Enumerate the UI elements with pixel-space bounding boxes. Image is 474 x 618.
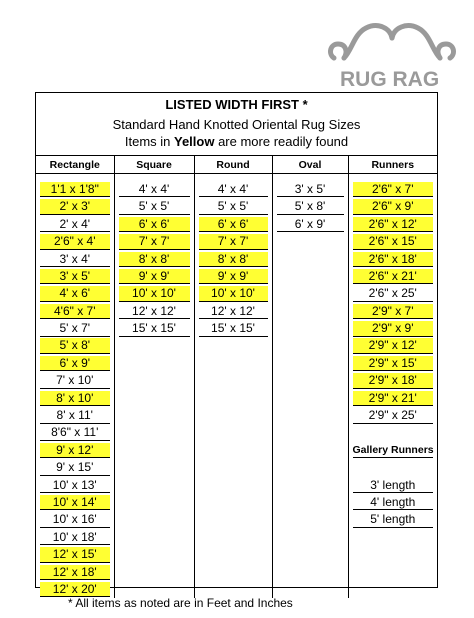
table-row <box>36 494 437 511</box>
cell-runners <box>348 390 437 407</box>
cell-rectangle <box>36 442 114 459</box>
table-row <box>36 303 437 320</box>
table-row <box>36 424 437 441</box>
size-table <box>36 155 437 598</box>
size-value: 10' x 10' <box>119 286 190 302</box>
cell-oval <box>272 216 348 233</box>
cell-square <box>114 564 194 581</box>
cell-square <box>114 251 194 268</box>
cell-rectangle <box>36 390 114 407</box>
cell-square <box>114 198 194 215</box>
cell-oval <box>272 268 348 285</box>
table-row <box>36 181 437 198</box>
cell-square <box>114 424 194 441</box>
cell-runners <box>348 442 437 459</box>
size-value: 2'6" x 9' <box>353 199 434 215</box>
size-value: 15' x 15' <box>119 321 190 337</box>
cell-rectangle <box>36 477 114 494</box>
cell-round <box>194 216 272 233</box>
col-header-square: Square <box>114 156 194 174</box>
cell-round <box>194 564 272 581</box>
cell-runners <box>348 477 437 494</box>
size-value: 3' length <box>353 478 434 494</box>
note-after: are more readily found <box>214 134 349 149</box>
size-value: 5' x 8' <box>277 199 344 215</box>
cell-round <box>194 355 272 372</box>
size-value: 4' x 6' <box>40 286 110 302</box>
cell-runners <box>348 372 437 389</box>
size-value: 4' x 4' <box>199 182 268 198</box>
cell-square <box>114 546 194 563</box>
size-value: 2'9" x 7' <box>353 304 434 320</box>
cell-rectangle <box>36 181 114 198</box>
size-value: 10' x 18' <box>40 530 110 546</box>
cell-square <box>114 477 194 494</box>
size-value: 8' x 8' <box>119 252 190 268</box>
cell-oval <box>272 442 348 459</box>
size-value: 2'9" x 15' <box>353 356 434 372</box>
size-value: 7' x 7' <box>119 234 190 250</box>
cell-square <box>114 511 194 528</box>
cell-round <box>194 442 272 459</box>
cell-oval <box>272 390 348 407</box>
cell-square <box>114 320 194 337</box>
cell-oval <box>272 511 348 528</box>
size-value: 2'6" x 25' <box>353 286 434 302</box>
size-value: 10' x 13' <box>40 478 110 494</box>
cell-square <box>114 355 194 372</box>
cell-square <box>114 390 194 407</box>
cell-runners <box>348 181 437 198</box>
cell-rectangle <box>36 338 114 355</box>
table-row <box>36 477 437 494</box>
size-value: 5' x 8' <box>40 338 110 354</box>
cell-round <box>194 268 272 285</box>
cell-square <box>114 233 194 250</box>
cell-runners <box>348 459 437 476</box>
cell-rectangle <box>36 251 114 268</box>
size-value: 2'6" x 4' <box>40 234 110 250</box>
cell-oval <box>272 459 348 476</box>
size-value: 6' x 9' <box>40 356 110 372</box>
size-value: 2'9" x 9' <box>353 321 434 337</box>
size-value: 12' x 18' <box>40 565 110 581</box>
cell-oval <box>272 529 348 546</box>
size-value: 9' x 15' <box>40 460 110 476</box>
cell-oval <box>272 303 348 320</box>
table-row <box>36 407 437 424</box>
cell-rectangle <box>36 459 114 476</box>
cell-square <box>114 459 194 476</box>
table-row <box>36 546 437 563</box>
cell-round <box>194 198 272 215</box>
cell-round <box>194 390 272 407</box>
table-row <box>36 529 437 546</box>
size-value: 2'6" x 12' <box>353 217 434 233</box>
cell-square <box>114 285 194 302</box>
size-value: 2'9" x 25' <box>353 408 434 424</box>
size-value: 12' x 15' <box>40 547 110 563</box>
cell-oval <box>272 407 348 424</box>
cell-square <box>114 216 194 233</box>
section-label: Gallery Runners <box>353 443 434 459</box>
size-value: 7' x 10' <box>40 373 110 389</box>
table-row <box>36 320 437 337</box>
cell-square <box>114 268 194 285</box>
size-value: 2' x 3' <box>40 199 110 215</box>
note-highlight: Yellow <box>173 134 215 149</box>
size-value: 1'1 x 1'8" <box>40 182 110 198</box>
cell-runners <box>348 320 437 337</box>
chart-subtitle: Standard Hand Knotted Oriental Rug Sizes <box>112 117 361 132</box>
size-value: 10' x 16' <box>40 512 110 528</box>
table-row <box>36 268 437 285</box>
cell-square <box>114 442 194 459</box>
table-row <box>36 390 437 407</box>
chart-note <box>36 134 437 149</box>
chart-title: LISTED WIDTH FIRST * <box>165 97 308 112</box>
size-value: 6' x 9' <box>277 217 344 233</box>
col-header-oval: Oval <box>272 156 348 174</box>
size-value: 4' x 4' <box>119 182 190 198</box>
cell-round <box>194 251 272 268</box>
size-value: 10' x 14' <box>40 495 110 511</box>
size-value: 2' x 4' <box>40 217 110 233</box>
cell-oval <box>272 338 348 355</box>
table-row <box>36 564 437 581</box>
table-row <box>36 216 437 233</box>
cell-round <box>194 424 272 441</box>
size-value: 15' x 15' <box>199 321 268 337</box>
cell-rectangle <box>36 372 114 389</box>
size-value: 5' x 5' <box>199 199 268 215</box>
cell-rectangle <box>36 494 114 511</box>
cell-runners <box>348 268 437 285</box>
cell-square <box>114 529 194 546</box>
cell-square <box>114 372 194 389</box>
size-value: 8'6" x 11' <box>40 425 110 441</box>
size-value: 2'6" x 7' <box>353 182 434 198</box>
cell-oval <box>272 320 348 337</box>
cell-round <box>194 233 272 250</box>
rug-fringe-logo-icon <box>326 20 456 70</box>
cell-oval <box>272 233 348 250</box>
cell-square <box>114 494 194 511</box>
cell-square <box>114 338 194 355</box>
size-value: 6' x 6' <box>119 217 190 233</box>
table-row <box>36 198 437 215</box>
cell-rectangle <box>36 424 114 441</box>
rug-rag-logo <box>326 20 456 90</box>
size-value: 12' x 20' <box>40 582 110 598</box>
cell-oval <box>272 424 348 441</box>
cell-square <box>114 303 194 320</box>
cell-round <box>194 459 272 476</box>
cell-runners <box>348 233 437 250</box>
cell-round <box>194 372 272 389</box>
cell-round <box>194 338 272 355</box>
cell-round <box>194 494 272 511</box>
size-value: 2'9" x 18' <box>353 373 434 389</box>
cell-runners <box>348 355 437 372</box>
cell-runners <box>348 511 437 528</box>
cell-runners <box>348 494 437 511</box>
cell-round <box>194 546 272 563</box>
size-value: 2'9" x 12' <box>353 338 434 354</box>
size-value: 12' x 12' <box>199 304 268 320</box>
cell-round <box>194 407 272 424</box>
note-before: Items in <box>124 134 174 149</box>
size-value: 2'6" x 18' <box>353 252 434 268</box>
cell-runners <box>348 216 437 233</box>
col-header-round: Round <box>194 156 272 174</box>
cell-round <box>194 303 272 320</box>
table-row <box>36 251 437 268</box>
size-value: 5' length <box>353 512 434 528</box>
cell-rectangle <box>36 564 114 581</box>
cell-runners <box>348 198 437 215</box>
size-value: 9' x 9' <box>119 269 190 285</box>
cell-round <box>194 320 272 337</box>
cell-rectangle <box>36 529 114 546</box>
size-value: 2'6" x 21' <box>353 269 434 285</box>
size-value: 8' x 8' <box>199 252 268 268</box>
cell-round <box>194 511 272 528</box>
cell-runners <box>348 338 437 355</box>
size-value: 3' x 4' <box>40 252 110 268</box>
size-value: 3' x 5' <box>40 269 110 285</box>
header-row <box>36 156 437 174</box>
cell-rectangle <box>36 268 114 285</box>
cell-runners <box>348 424 437 441</box>
size-value: 4' length <box>353 495 434 511</box>
cell-oval <box>272 355 348 372</box>
chart-header <box>36 93 437 155</box>
cell-rectangle <box>36 320 114 337</box>
cell-rectangle <box>36 233 114 250</box>
cell-runners <box>348 564 437 581</box>
cell-rectangle <box>36 303 114 320</box>
cell-rectangle <box>36 355 114 372</box>
cell-square <box>114 181 194 198</box>
table-row <box>36 355 437 372</box>
size-value: 7' x 7' <box>199 234 268 250</box>
cell-rectangle <box>36 511 114 528</box>
cell-round <box>194 529 272 546</box>
size-value: 2'6" x 15' <box>353 234 434 250</box>
table-row <box>36 511 437 528</box>
size-value: 2'9" x 21' <box>353 391 434 407</box>
size-value: 12' x 12' <box>119 304 190 320</box>
size-value: 3' x 5' <box>277 182 344 198</box>
cell-runners <box>348 285 437 302</box>
size-value: 9' x 12' <box>40 443 110 459</box>
cell-oval <box>272 546 348 563</box>
cell-runners <box>348 529 437 546</box>
size-value: 9' x 9' <box>199 269 268 285</box>
cell-rectangle <box>36 407 114 424</box>
cell-oval <box>272 494 348 511</box>
cell-oval <box>272 564 348 581</box>
cell-oval <box>272 181 348 198</box>
cell-runners <box>348 303 437 320</box>
cell-oval <box>272 198 348 215</box>
table-row <box>36 338 437 355</box>
cell-oval <box>272 251 348 268</box>
table-row <box>36 442 437 459</box>
cell-runners <box>348 407 437 424</box>
size-value: 10' x 10' <box>199 286 268 302</box>
cell-round <box>194 285 272 302</box>
table-row <box>36 285 437 302</box>
spacer-row <box>36 174 437 182</box>
cell-oval <box>272 372 348 389</box>
logo-text: RUG RAG <box>340 68 440 91</box>
cell-runners <box>348 581 437 598</box>
size-value: 5' x 5' <box>119 199 190 215</box>
size-value: 4'6" x 7' <box>40 304 110 320</box>
cell-square <box>114 407 194 424</box>
cell-rectangle <box>36 198 114 215</box>
size-value: 6' x 6' <box>199 217 268 233</box>
col-header-rectangle: Rectangle <box>36 156 114 174</box>
cell-rectangle <box>36 285 114 302</box>
cell-oval <box>272 285 348 302</box>
col-header-runners: Runners <box>348 156 437 174</box>
rug-size-chart <box>35 92 438 596</box>
cell-runners <box>348 251 437 268</box>
table-row <box>36 459 437 476</box>
size-value: 8' x 11' <box>40 408 110 424</box>
cell-round <box>194 181 272 198</box>
cell-rectangle <box>36 546 114 563</box>
footnote: * All items as noted are in Feet and Inches <box>68 596 293 610</box>
cell-oval <box>272 477 348 494</box>
table-row <box>36 372 437 389</box>
table-row <box>36 233 437 250</box>
cell-rectangle <box>36 216 114 233</box>
size-value: 8' x 10' <box>40 391 110 407</box>
size-value: 5' x 7' <box>40 321 110 337</box>
cell-round <box>194 477 272 494</box>
cell-runners <box>348 546 437 563</box>
